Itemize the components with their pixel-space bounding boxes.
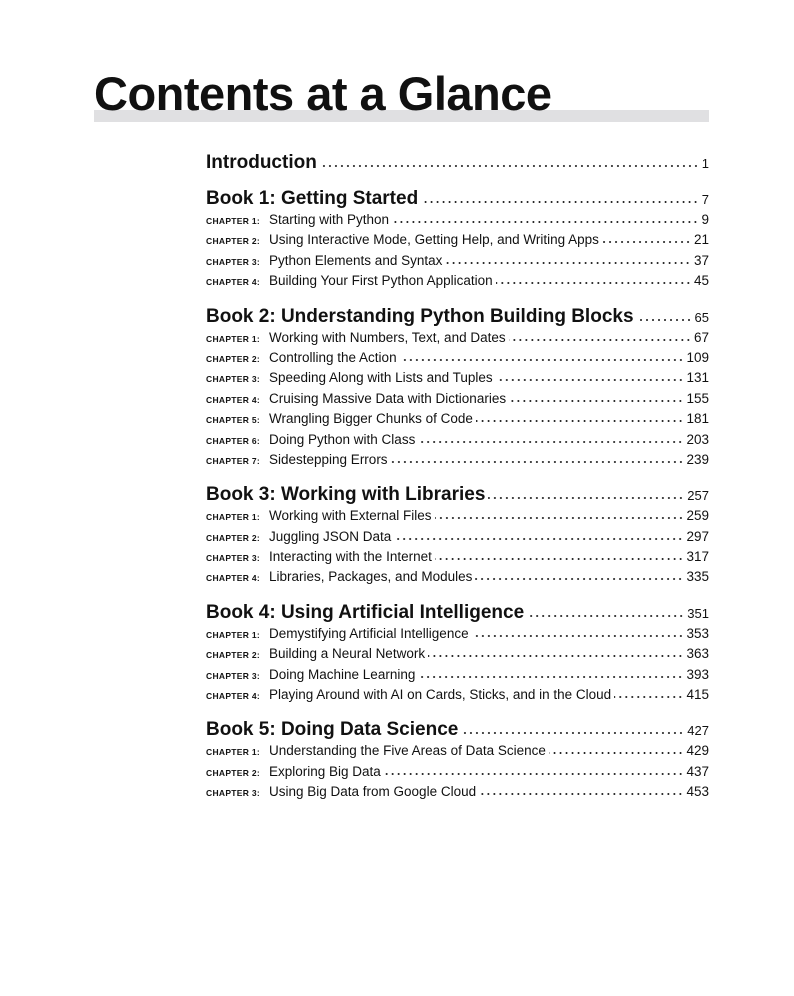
chapter-title: Juggling JSON Data — [269, 528, 392, 544]
dot-leader — [421, 200, 699, 204]
toc-entry-chapter[interactable] — [206, 508, 709, 528]
toc-entry-chapter[interactable] — [206, 452, 709, 472]
dot-leader — [475, 577, 683, 581]
chapter-number: CHAPTER 3: — [206, 670, 261, 681]
chapter-title: Playing Around with AI on Cards, Sticks, and in the Cloud — [269, 687, 612, 703]
page-number: 45 — [693, 273, 709, 289]
chapter-number: CHAPTER 1: — [206, 629, 261, 640]
page-number: 297 — [686, 528, 709, 544]
chapter-title: Sidestepping Errors — [269, 451, 388, 467]
toc-entry-chapter[interactable] — [206, 626, 709, 646]
chapter-title: Speeding Along with Lists and Tuples — [269, 370, 493, 386]
page-number: 257 — [687, 488, 709, 504]
dot-leader — [400, 358, 684, 362]
chapter-title: Doing Python with Class — [269, 431, 416, 447]
toc-entry-chapter[interactable] — [206, 784, 709, 804]
toc-entry-chapter[interactable] — [206, 391, 709, 411]
chapter-number: CHAPTER 3: — [206, 374, 261, 385]
chapter-title: Using Interactive Mode, Getting Help, and Writing Apps — [269, 232, 599, 248]
chapter-title: Starting with Python — [269, 212, 390, 227]
chapter-number: CHAPTER 3: — [206, 553, 261, 564]
chapter-number: CHAPTER 4: — [206, 691, 261, 702]
chapter-number: CHAPTER 2: — [206, 532, 261, 543]
chapter-title: Demystifying Artificial Intelligence — [269, 625, 469, 641]
toc-entry-chapter[interactable] — [206, 569, 709, 589]
toc-entry-chapter[interactable] — [206, 212, 709, 232]
dot-leader — [488, 496, 684, 500]
chapter-number: CHAPTER 4: — [206, 277, 261, 288]
chapter-number: CHAPTER 2: — [206, 353, 261, 364]
page-number: 131 — [686, 370, 709, 386]
page-number: 37 — [693, 252, 709, 268]
page-number: 21 — [693, 232, 709, 248]
chapter-number: CHAPTER 4: — [206, 394, 261, 405]
chapter-title: Building Your First Python Application — [269, 273, 493, 289]
chapter-title: Controlling the Action — [269, 349, 397, 365]
page-number: 155 — [686, 390, 709, 406]
dot-leader — [392, 220, 698, 224]
chapter-number: CHAPTER 7: — [206, 455, 261, 466]
toc-entry-chapter[interactable] — [206, 232, 709, 252]
toc-entry-book[interactable] — [206, 306, 709, 330]
chapter-title: Interacting with the Internet — [269, 549, 432, 565]
chapter-title: Working with External Files — [269, 508, 432, 524]
chapter-title: Understanding the Five Areas of Data Science — [269, 743, 546, 759]
dot-leader — [476, 419, 684, 423]
book-section — [206, 484, 709, 590]
page-number: 7 — [701, 192, 709, 207]
dot-leader — [496, 378, 684, 382]
page-number: 259 — [686, 508, 709, 524]
chapter-number: CHAPTER 1: — [206, 216, 261, 226]
chapter-number: CHAPTER 2: — [206, 650, 261, 661]
toc-entry-chapter[interactable] — [206, 411, 709, 431]
chapter-number: CHAPTER 1: — [206, 512, 261, 523]
entry-label: Introduction — [206, 152, 317, 173]
dot-leader — [549, 751, 684, 755]
book-title: Book 5: Doing Data Science — [206, 719, 459, 741]
page-number: 317 — [686, 549, 709, 565]
dot-leader — [527, 614, 684, 618]
toc-entry-chapter[interactable] — [206, 529, 709, 549]
page-number: 9 — [701, 212, 709, 227]
dot-leader — [509, 338, 691, 342]
page-number: 429 — [686, 743, 709, 759]
page-number: 65 — [694, 309, 709, 325]
chapter-title: Using Big Data from Google Cloud — [269, 784, 477, 800]
toc-entry-book[interactable] — [206, 484, 709, 508]
dot-leader — [435, 557, 684, 561]
chapter-title: Doing Machine Learning — [269, 666, 416, 682]
toc-entry-chapter[interactable] — [206, 330, 709, 350]
dot-leader — [602, 240, 691, 244]
page-number: 415 — [686, 687, 709, 703]
page-number: 203 — [686, 431, 709, 447]
toc-entry-introduction[interactable] — [206, 152, 709, 176]
toc-entry-chapter[interactable] — [206, 687, 709, 707]
page-number: 453 — [686, 784, 709, 800]
page-number: 353 — [686, 625, 709, 641]
toc-entry-chapter[interactable] — [206, 273, 709, 293]
book-section — [206, 602, 709, 708]
page-number: 351 — [687, 605, 709, 621]
chapter-title: Cruising Massive Data with Dictionaries — [269, 390, 507, 406]
chapter-title: Wrangling Bigger Chunks of Code — [269, 411, 473, 427]
page-number: 239 — [686, 451, 709, 467]
page-number: 109 — [686, 349, 709, 365]
page-number: 363 — [686, 646, 709, 662]
dot-leader — [384, 772, 684, 776]
chapter-title: Working with Numbers, Text, and Dates — [269, 329, 506, 345]
page-number: 1 — [701, 156, 709, 171]
chapter-title: Exploring Big Data — [269, 763, 381, 779]
page-title: Contents at a Glance — [94, 67, 552, 120]
page-number: 437 — [686, 763, 709, 779]
dot-leader — [496, 281, 691, 285]
toc-entry-chapter[interactable] — [206, 549, 709, 569]
dot-leader — [394, 537, 683, 541]
table-of-contents — [206, 152, 709, 805]
book-title: Book 3: Working with Libraries — [206, 484, 486, 506]
dot-leader — [435, 516, 684, 520]
chapter-number: CHAPTER 4: — [206, 573, 261, 584]
chapter-title: Libraries, Packages, and Modules — [269, 569, 473, 585]
dot-leader — [614, 695, 683, 699]
chapter-number: CHAPTER 1: — [206, 333, 261, 344]
dot-leader — [472, 634, 684, 638]
book-section — [206, 188, 709, 294]
toc-entry-chapter[interactable] — [206, 350, 709, 370]
chapter-number: CHAPTER 6: — [206, 435, 261, 446]
chapter-number: CHAPTER 5: — [206, 415, 261, 426]
book-title: Book 4: Using Artificial Intelligence — [206, 601, 525, 623]
chapter-number: CHAPTER 3: — [206, 788, 261, 799]
chapter-number: CHAPTER 3: — [206, 256, 261, 267]
dot-leader — [445, 261, 691, 265]
page-number: 67 — [693, 329, 709, 345]
dot-leader — [320, 164, 699, 168]
chapter-number: CHAPTER 2: — [206, 767, 261, 778]
book-section — [206, 306, 709, 473]
chapter-title: Building a Neural Network — [269, 646, 426, 662]
toc-entry-chapter[interactable] — [206, 764, 709, 784]
book-title: Book 2: Understanding Python Building Blocks — [206, 305, 634, 327]
dot-leader — [391, 460, 684, 464]
dot-leader — [418, 675, 683, 679]
page-number: 181 — [686, 411, 709, 427]
toc-entry-chapter[interactable] — [206, 432, 709, 452]
book-section — [206, 719, 709, 804]
toc-entry-book[interactable] — [206, 602, 709, 626]
page-number: 427 — [687, 723, 709, 739]
dot-leader — [637, 318, 692, 322]
chapter-number: CHAPTER 2: — [206, 236, 261, 247]
toc-entry-book[interactable] — [206, 188, 709, 212]
page-number: 393 — [686, 666, 709, 682]
dot-leader — [461, 731, 684, 735]
page-number: 335 — [686, 569, 709, 585]
toc-entry-chapter[interactable] — [206, 667, 709, 687]
toc-entry-book[interactable] — [206, 719, 709, 743]
chapter-number: CHAPTER 1: — [206, 747, 261, 758]
dot-leader — [418, 440, 683, 444]
book-title: Book 1: Getting Started — [206, 188, 419, 209]
toc-entry-chapter[interactable] — [206, 253, 709, 273]
dot-leader — [428, 654, 683, 658]
toc-entry-chapter[interactable] — [206, 743, 709, 763]
dot-leader — [509, 399, 683, 403]
toc-entry-chapter[interactable] — [206, 370, 709, 390]
dot-leader — [479, 792, 683, 796]
chapter-title: Python Elements and Syntax — [269, 252, 443, 268]
toc-entry-chapter[interactable] — [206, 646, 709, 666]
